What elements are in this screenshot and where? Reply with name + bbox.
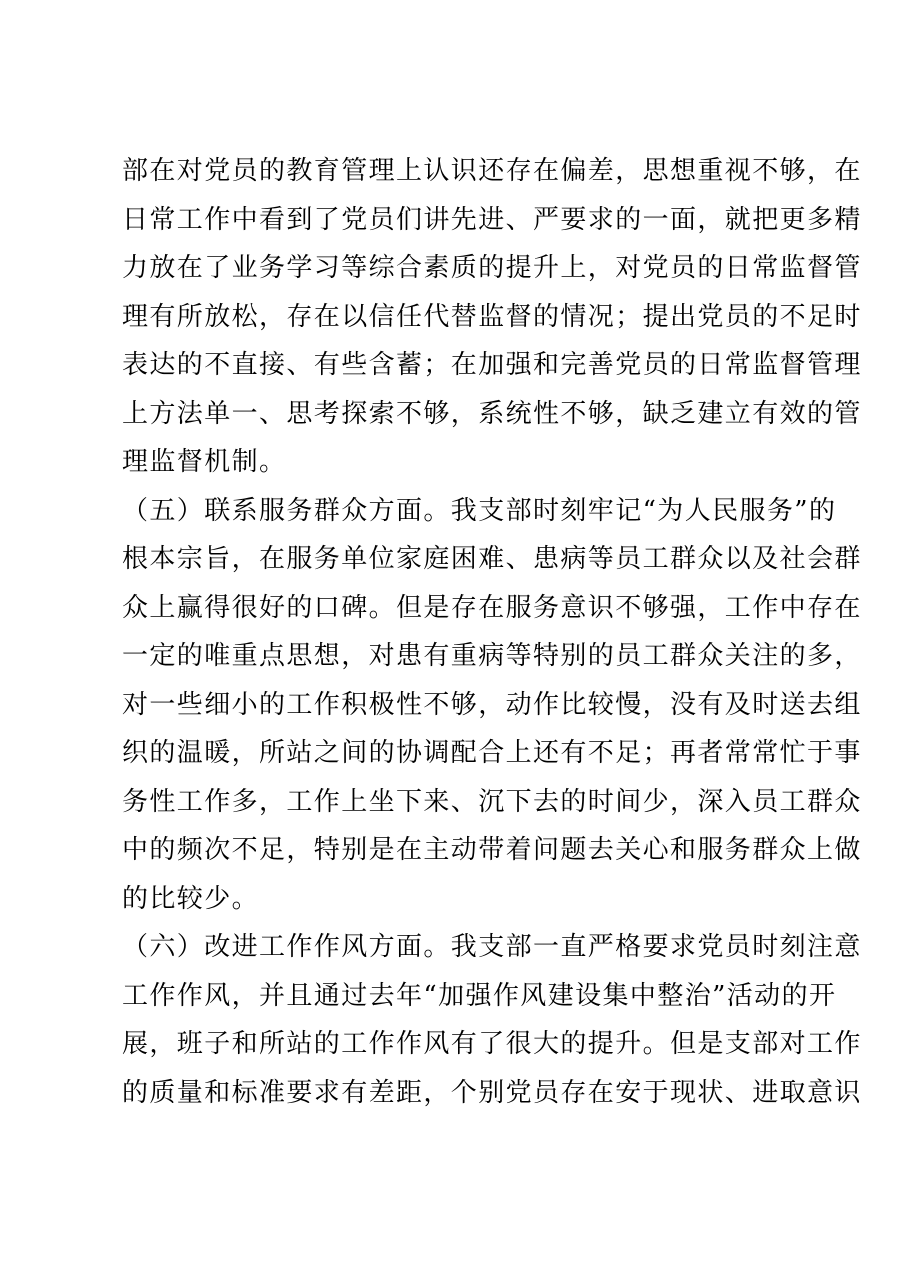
text-line: 表达的不直接、有些含蓄；在加强和完善党员的日常监督管理 [122, 350, 862, 380]
text-line: 织的温暖，所站之间的协调配合上还有不足；再者常常忙于事 [122, 738, 862, 768]
text-line: 展，班子和所站的工作作风有了很大的提升。但是支部对工作 [122, 1029, 862, 1059]
text-line: 力放在了业务学习等综合素质的提升上，对党员的日常监督管 [122, 253, 862, 283]
text-line: 一定的唯重点思想，对患有重病等特别的员工群众关注的多， [122, 641, 862, 671]
text-line: 部在对党员的教育管理上认识还存在偏差，思想重视不够，在 [122, 156, 862, 186]
text-line: （六）改进工作作风方面。我支部一直严格要求党员时刻注意 [122, 932, 862, 962]
text-line: 理监督机制。 [122, 447, 287, 477]
text-line: 中的频次不足，特别是在主动带着问题去关心和服务群众上做 [122, 835, 862, 865]
text-line: 务性工作多，工作上坐下来、沉下去的时间少，深入员工群众 [122, 786, 862, 817]
text-line: 理有所放松，存在以信任代替监督的情况；提出党员的不足时 [122, 301, 862, 332]
text-line: 对一些细小的工作积极性不够，动作比较慢，没有及时送去组 [122, 689, 862, 720]
text-line: 众上赢得很好的口碑。但是存在服务意识不够强，工作中存在 [122, 592, 862, 623]
text-line: 上方法单一、思考探索不够，系统性不够，缺乏建立有效的管 [122, 398, 862, 429]
text-line: 日常工作中看到了党员们讲先进、严要求的一面，就把更多精 [122, 204, 862, 235]
text-line: （五）联系服务群众方面。我支部时刻牢记“为人民服务”的 [122, 495, 837, 526]
text-line: 根本宗旨，在服务单位家庭困难、患病等员工群众以及社会群 [122, 544, 862, 574]
document-body [122, 156, 862, 1128]
text-line: 工作作风，并且通过去年“加强作风建设集中整治”活动的开 [122, 980, 837, 1011]
text-line: 的质量和标准要求有差距，个别党员存在安于现状、进取意识 [122, 1077, 862, 1108]
text-line: 的比较少。 [122, 883, 260, 914]
